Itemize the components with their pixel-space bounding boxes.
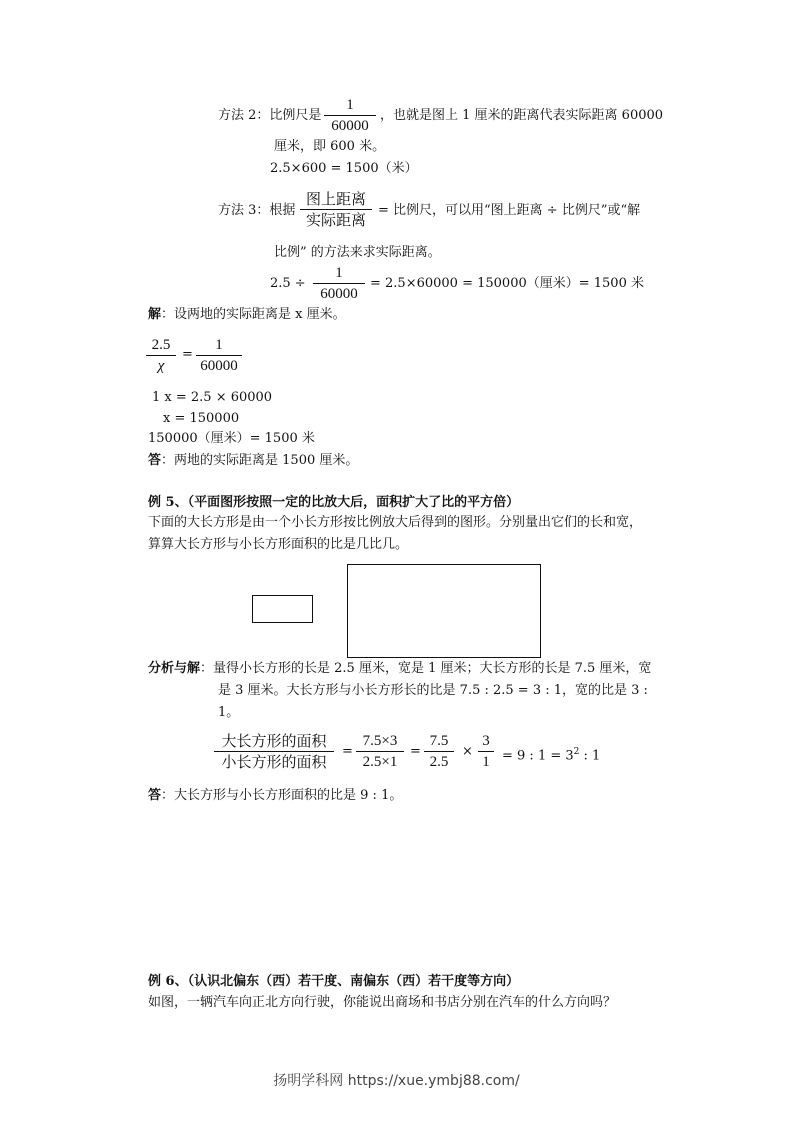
solution-eq-den-right: 60000 [200, 358, 238, 374]
small-rectangle [252, 595, 313, 623]
product-fraction [356, 731, 404, 772]
width-den: 1 [482, 754, 490, 770]
area-ratio-result [502, 743, 600, 765]
equals-sign-1: = [342, 744, 353, 759]
length-num: 7.5 [429, 733, 449, 749]
method2-frac-num: 1 [346, 97, 354, 113]
method3-prefix: 方法 3：根据 [218, 203, 296, 218]
example5-analysis2: 是 3 厘米。大长方形与小长方形长的比是 7.5 : 2.5 = 3 : 1，宽的比是 3 : [218, 683, 648, 698]
solution-eq-den-left: χ [157, 358, 165, 374]
area-ratio-num: 大长方形的面积 [221, 732, 327, 750]
times-sign: × [462, 744, 473, 759]
area-ratio-den: 小长方形的面积 [221, 753, 327, 771]
width-fraction [478, 731, 494, 772]
method3-frac-den: 实际距离 [305, 211, 366, 229]
solution-eq-num-left: 2.5 [151, 337, 171, 353]
example5-answer [148, 787, 402, 805]
method3-calc-num: 1 [335, 265, 343, 281]
length-fraction [424, 731, 454, 772]
method3-calc-b: = 2.5×60000 = 150000（厘米）= 1500 米 [370, 276, 644, 291]
analysis-label: 分析与解 [148, 661, 201, 676]
solution-eq-sign: = [182, 347, 193, 362]
method2-prefix: 方法 2：比例尺是 [218, 108, 322, 123]
solution-eq-left [146, 335, 176, 376]
product-den: 2.5×1 [362, 754, 398, 770]
solution-line [148, 306, 346, 324]
method2-suffix: ，也就是图上 1 厘米的距离代表实际距离 60000 [380, 108, 664, 123]
method2-line2: 厘米，即 600 米。 [274, 139, 386, 154]
area-ratio-fraction [214, 731, 334, 772]
method3-calc-a: 2.5 ÷ [270, 276, 306, 291]
solution-answer [148, 452, 358, 470]
result-text-a: = 9 : 1 = 3 [502, 748, 574, 764]
example5-title: 例 5、（平面图形按照一定的比放大后，面积扩大了比的平方倍） [148, 495, 520, 510]
product-num: 7.5×3 [362, 733, 398, 749]
method2-calc: 2.5×600 = 1500（米） [270, 161, 418, 176]
method3-calc-fraction [313, 263, 365, 304]
method3-calc-den: 60000 [320, 286, 358, 302]
method3-frac-num: 图上距离 [305, 190, 366, 208]
answer-text: ：大长方形与小长方形面积的比是 9 : 1。 [161, 788, 403, 803]
solution-step1: 1 x = 2.5 × 60000 [152, 390, 273, 405]
analysis-text-1: ：量得小长方形的长是 2.5 厘米，宽是 1 厘米；大长方形的长是 7.5 厘米，宽 [200, 661, 652, 676]
method3-line2: 比例” 的方法来求实际距离。 [274, 245, 441, 260]
example5-desc1: 下面的大长方形是由一个小长方形按比例放大后得到的图形。分别量出它们的长和宽， [148, 515, 643, 530]
solution-step2: x = 150000 [163, 411, 240, 426]
large-rectangle [347, 564, 541, 658]
method3-suffix: = 比例尺，可以用“图上距离 ÷ 比例尺”或“解 [378, 203, 641, 218]
equals-sign-2: = [410, 744, 421, 759]
answer-text: ：两地的实际距离是 1500 厘米。 [161, 453, 359, 468]
example5-desc2: 算算大长方形与小长方形面积的比是几比几。 [148, 537, 409, 552]
footer-watermark: 扬明学科网 https://xue.ymbj88.com/ [273, 1073, 520, 1089]
width-num: 3 [482, 733, 490, 749]
length-den: 2.5 [429, 754, 449, 770]
solution-text: ：设两地的实际距离是 x 厘米。 [161, 307, 346, 322]
solution-eq-num-right: 1 [215, 337, 223, 353]
result-exponent: 2 [573, 747, 580, 757]
example5-analysis3: 1。 [218, 705, 240, 720]
solution-label: 解 [148, 307, 162, 322]
method2-fraction [324, 95, 376, 136]
example6-desc: 如图，一辆汽车向正北方向行驶，你能说出商场和书店分别在汽车的什么方向吗？ [148, 995, 617, 1010]
method3-fraction [300, 189, 372, 230]
example6-title: 例 6、（认识北偏东（西）若干度、南偏东（西）若干度等方向） [148, 974, 520, 989]
result-text-b: : 1 [579, 748, 601, 764]
example5-analysis1 [148, 660, 651, 678]
answer-label: 答 [148, 788, 162, 803]
solution-step3: 150000（厘米）= 1500 米 [148, 431, 315, 446]
answer-label: 答 [148, 453, 162, 468]
method2-frac-den: 60000 [331, 118, 369, 134]
solution-eq-right [196, 335, 242, 376]
